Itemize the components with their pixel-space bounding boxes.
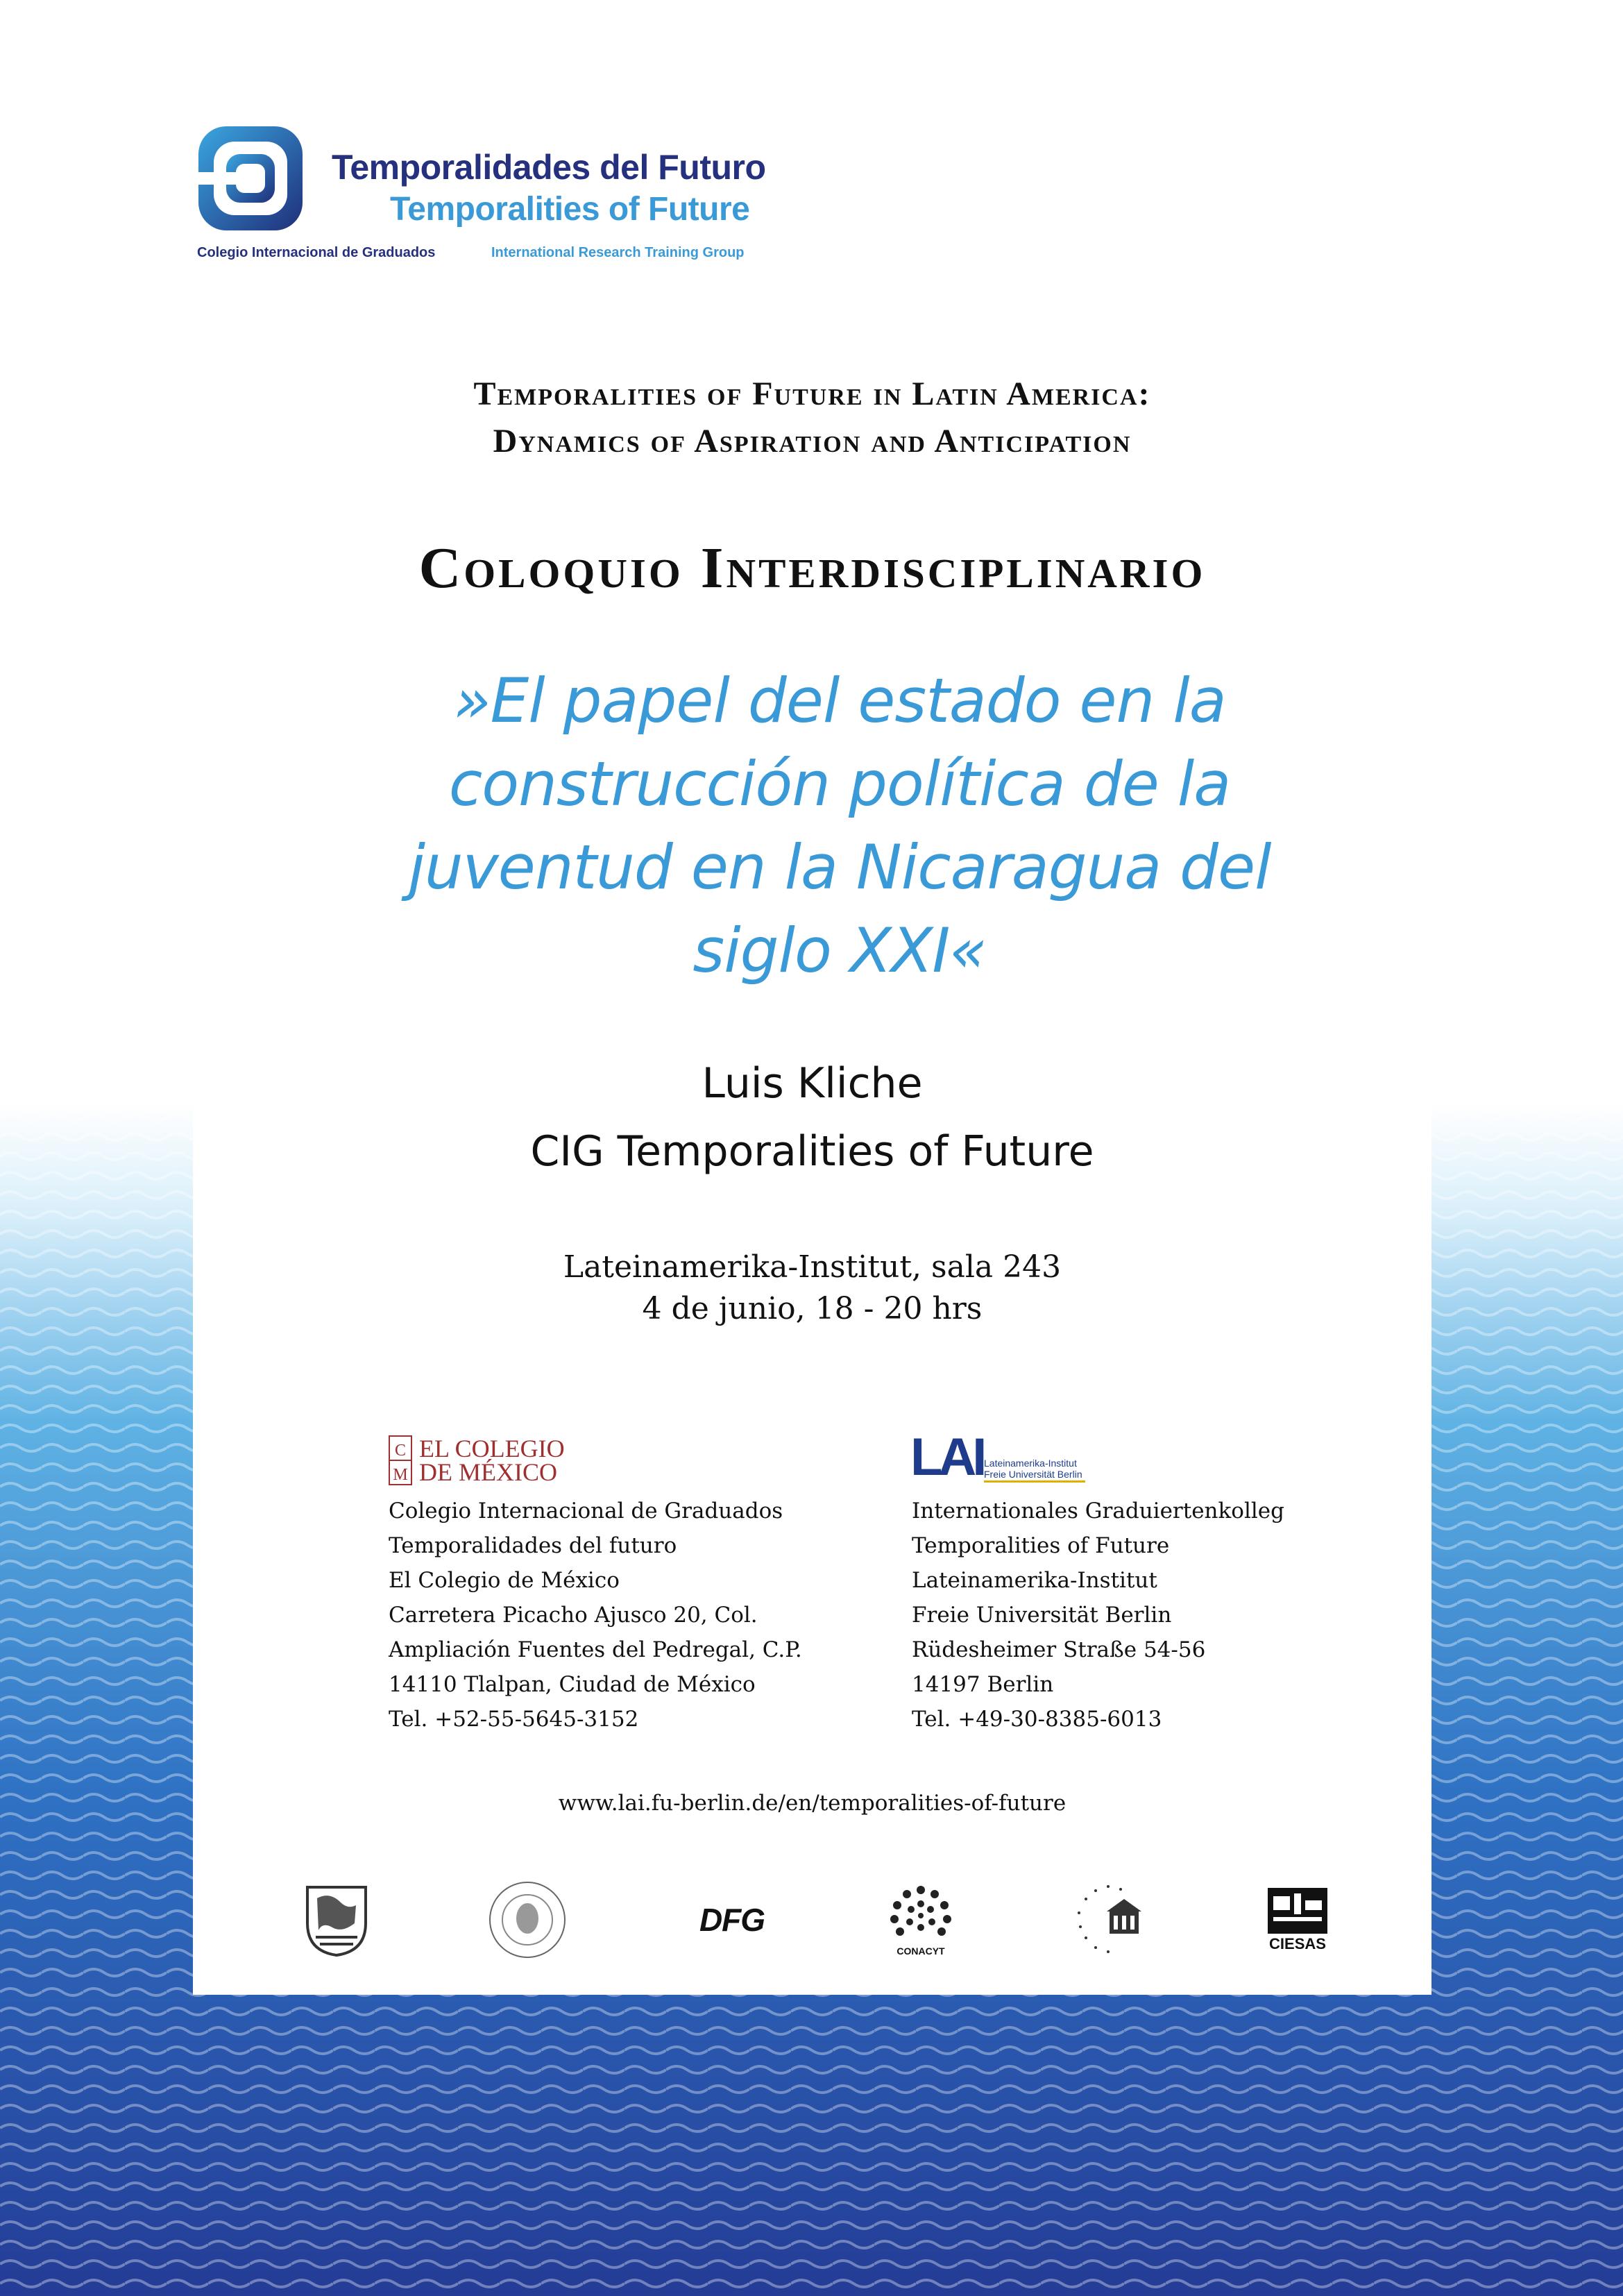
- address-line: El Colegio de México: [389, 1568, 620, 1593]
- conacyt-logo: [876, 1878, 966, 1961]
- svg-text:M: M: [393, 1466, 408, 1484]
- address-line: Carretera Picacho Ajusco 20, Col.: [389, 1603, 758, 1628]
- series-heading: [193, 371, 1431, 465]
- conacyt-dots-icon: [886, 1883, 955, 1945]
- address-line: Freie Universität Berlin: [912, 1603, 1172, 1628]
- temporalities-logo-icon: [196, 124, 305, 233]
- ciesas-logo: [1263, 1878, 1332, 1961]
- dfg-logo: DFG: [699, 1902, 765, 1938]
- unam-logo: [298, 1878, 375, 1961]
- talk-title-line-2: construcción política de la: [448, 748, 1231, 820]
- humboldt-logo: [479, 1878, 576, 1961]
- colmex-logo-line-1: EL COLEGIO: [419, 1435, 565, 1462]
- address-line: Ampliación Fuentes del Pedregal, C.P.: [389, 1637, 802, 1662]
- potsdam-logo: [1062, 1878, 1152, 1961]
- lai-address: [912, 1494, 1284, 1737]
- address-line: Temporalities of Future: [912, 1533, 1170, 1558]
- talk-title-line-4: siglo XXI«: [692, 915, 987, 986]
- speaker-affiliation: CIG Temporalities of Future: [530, 1127, 1094, 1176]
- address-line: 14110 Tlalpan, Ciudad de México: [389, 1672, 756, 1697]
- speaker-name: Luis Kliche: [702, 1059, 923, 1108]
- address-line: Rüdesheimer Straße 54-56: [912, 1637, 1206, 1662]
- ciesas-label: CIESAS: [1269, 1935, 1326, 1952]
- talk-title-line-1: »El papel del estado en la: [453, 665, 1226, 736]
- conacyt-label: CONACYT: [897, 1945, 945, 1957]
- lai-logo-line-2: Freie Universität Berlin: [984, 1469, 1082, 1480]
- colmex-logo-icon: [389, 1435, 412, 1485]
- series-line-1: Temporalities of Future in Latin America:: [473, 375, 1151, 412]
- humboldt-seal-icon: [486, 1878, 569, 1961]
- colegio-address: [389, 1494, 802, 1737]
- address-line: Colegio Internacional de Graduados: [389, 1499, 783, 1523]
- brand-title-es: Temporalidades del Futuro: [332, 148, 766, 187]
- series-line-2: Dynamics of Aspiration and Anticipation: [493, 423, 1132, 459]
- unam-shield-icon: [302, 1882, 371, 1958]
- venue: Lateinamerika-Institut, sala 243: [563, 1249, 1062, 1285]
- brand-subtitle-es: Colegio Internacional de Graduados: [197, 245, 436, 260]
- address-line: Tel. +49-30-8385-6013: [912, 1707, 1162, 1732]
- potsdam-seal-icon: [1065, 1878, 1148, 1961]
- lai-logo: LAI: [910, 1428, 983, 1487]
- colmex-logo-line-2: DE MÉXICO: [419, 1458, 557, 1486]
- event-format: Coloquio Interdisciplinario: [418, 536, 1206, 600]
- address-line: Tel. +52-55-5645-3152: [389, 1707, 639, 1732]
- talk-title-line-3: juventud en la Nicaragua del: [408, 832, 1271, 903]
- svg-text:C: C: [394, 1442, 407, 1460]
- address-line: Lateinamerika-Institut: [912, 1568, 1157, 1593]
- venue-block: [193, 1247, 1431, 1330]
- website-url[interactable]: www.lai.fu-berlin.de/en/temporalities-of-future: [558, 1791, 1067, 1816]
- address-line: 14197 Berlin: [912, 1672, 1054, 1697]
- brand-title-en: Temporalities of Future: [390, 191, 750, 228]
- date-time: 4 de junio, 18 - 20 hrs: [642, 1291, 983, 1326]
- lai-logo-line-1: Lateinamerika-Institut: [984, 1458, 1077, 1469]
- brand-subtitle-en: International Research Training Group: [491, 245, 745, 260]
- address-line: Internationales Graduiertenkolleg: [912, 1499, 1284, 1523]
- address-line: Temporalidades del futuro: [389, 1533, 677, 1558]
- talk-title: [389, 659, 1291, 993]
- ciesas-emblem-icon: [1266, 1886, 1329, 1935]
- lai-logo-underline: [984, 1480, 1085, 1483]
